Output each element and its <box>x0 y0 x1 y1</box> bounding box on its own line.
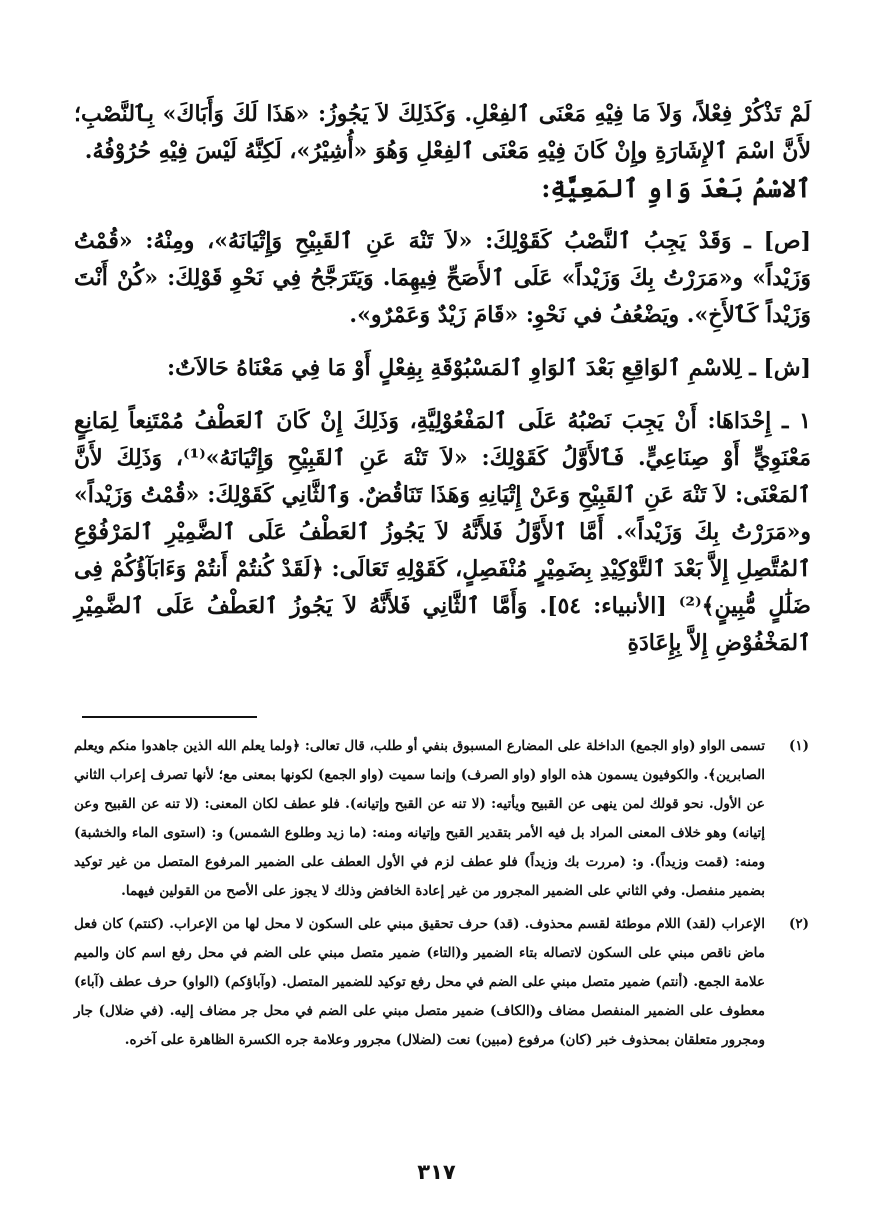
footnotes <box>74 732 809 1059</box>
footnote <box>74 910 809 1055</box>
paragraph-case-one: ١ ـ إِحْدَاهَا: أَنْ يَجِبَ نَصْبُهُ عَلَى ٱلمَفْعُوْلِيَّةِ، وَذَلِكَ إِنْ كَانَ ٱلعَطْفُ مُمْتَنِعاً لِمَانِعٍ مَعْنَوِيٍّ أَوْ صِنَاعِيٍّ. فَٱلأَوَّلُ كَقَوْلِكَ: «لاَ تَنْهَ عَنِ ٱلقَبِيْحِ وَإِتْيَانَهُ»⁽¹⁾، وَذَلِكَ لأَنَّ ٱلمَعْنَى: لاَ تَنْهَ عَنِ ٱلقَبِيْحِ وَعَنْ إِتْيَانِهِ وَهَذَا تَنَاقُضٌ. وَٱلثَّانِي كَقَوْلِكَ: «قُمْتُ وَزَيْداً» و«مَرَرْتُ بِكَ وَزَيْداً». أَمَّا ٱلأَوَّلُ فَلأَنَّهُ لاَ يَجُوزُ ٱلعَطْفُ عَلَى ٱلضَّمِيْرِ ٱلمَرْفُوْعِ ٱلمُتَّصِلِ إِلاَّ بَعْدَ ٱلتَّوْكِيْدِ بِضَمِيْرٍ مُنْفَصِلٍ، كَقَوْلِهِ تَعَالَى: ﴿لَقَدْ كُنتُمْ أَنتُمْ وَءَابَآؤُكُمْ فِى ضَلَٰلٍ مُّبِينٍ﴾⁽²⁾ [الأنبياء: ٥٤]. وَأَمَّا ٱلثَّانِي فَلأَنَّهُ لاَ يَجُوزُ ٱلعَطْفُ عَلَى ٱلضَّمِيْرِ ٱلمَخْفُوْضِ إِلاَّ بِإِعَادَةِ <box>74 408 812 656</box>
footnote <box>74 732 809 906</box>
footnote-number: (١) <box>788 738 809 754</box>
footnote-number: (٢) <box>788 916 809 932</box>
page-number: ٣١٧ <box>417 1160 456 1184</box>
paragraph-intro: لَمْ تَذْكُرْ فِعْلاً، وَلاَ مَا فِيْهِ مَعْنَى ٱلفِعْلِ. وَكَذَلِكَ لاَ يَجُوزُ: «هَذَا لَكَ وَأَبَاكَ» بِٱلنَّصْبِ؛ لأَنَّ اسْمَ ٱلإِشَارَةِ وإِنْ كَانَ فِيْهِ مَعْنَى ٱلفِعْلِ وَهُوَ «أُشِيْرُ»، لَكِنَّهُ لَيْسَ فِيْهِ حُرُوْفُهُ. <box>74 101 811 164</box>
footnote-text: تسمى الواو (واو الجمع) الداخلة على المضارع المسبوق بنفي أو طلب، قال تعالى: ﴿ولما يعلم الله الذين جاهدوا منكم ويعلم الصابرين﴾. والكوفيون يسمون هذه الواو (واو الصرف) وإنما سميت (واو الجمع) لكونها بمعنى مع؛ لأنها تصرف إعراب الثاني عن الأول. نحو قولك لمن ينهى عن القبيح ويأتيه: (لا تنه عن القبح وإتيانه). فلو عطف لكان المعنى: (لا تنه عن القبيح وعن إتيانه) وهو خلاف المعنى المراد بل فيه الأمر بتقدير القبح وإتيانه ومنه: (ما زيد وطلوع الشمس) و: (استوى الماء والخشبة) ومنه: (قمت وزيداً). و: (مررت بك وزيداً) فلو عطف لزم في الأول العطف على الضمير المرفوع المتصل من غير توكيد بضمير منفصل. وفي الثاني على الضمير المجرور من غير إعادة الخافض وذلك لا يجوز على الأصح من القولين فيهما. <box>74 738 765 899</box>
footnote-separator <box>82 716 257 718</box>
section-heading: ٱلاسْمُ بَعْدَ وَاوِ ٱلمَعِيَّةِ: <box>541 174 811 203</box>
footnote-text: الإعراب (لقد) اللام موطئة لقسم محذوف. (قد) حرف تحقيق مبني على السكون لا محل لها من الإعراب. (كنتم) كان فعل ماض ناقص مبني على السكون لاتصاله بتاء الضمير و(التاء) ضمير متصل مبني على الضم في محل رفع اسم كان والميم علامة الجمع. (أنتم) ضمير متصل مبني على الضم في محل رفع توكيد للضمير المتصل. (وآباؤكم) (الواو) حرف عطف (آباء) معطوف على الضمير المنفصل مضاف و(الكاف) ضمير متصل مبني على الضم في محل جر مضاف إليه. (في ضلال) جار ومجرور متعلقان بمحذوف خبر (كان) مرفوع (مبين) نعت (لضلال) مجرور وعلامة جره الكسرة الظاهرة على آخره. <box>74 916 765 1048</box>
paragraph-text: [ص] ـ وَقَدْ يَجِبُ ٱلنَّصْبُ كَقَوْلِكَ: «لاَ تَنْهَ عَنِ ٱلقَبِيْحِ وَإِتْيَانَهُ»، ومِنْهُ: «قُمْتُ وَزَيْداً» و«مَرَرْتُ بِكَ وَزَيْداً» عَلَى ٱلأَصَحِّ فِيهِمَا. وَيَتَرَجَّحُ فِي نَحْوِ قَوْلِكَ: «كُنْ أَنْتَ وَزَيْداً كَٱلأَخِ». ويَضْعُفُ في نَحْوِ: «قَامَ زَيْدٌ وَعَمْرٌو». <box>74 228 811 328</box>
main-text <box>74 96 811 662</box>
paragraph-commentary-intro: [ش] ـ لِلاسْمِ ٱلوَاقِعِ بَعْدَ ٱلوَاوِ ٱلمَسْبُوْقَةِ بِفِعْلٍ أَوْ مَا فِي مَعْنَاهُ حَالاَتٌ: <box>166 355 811 381</box>
